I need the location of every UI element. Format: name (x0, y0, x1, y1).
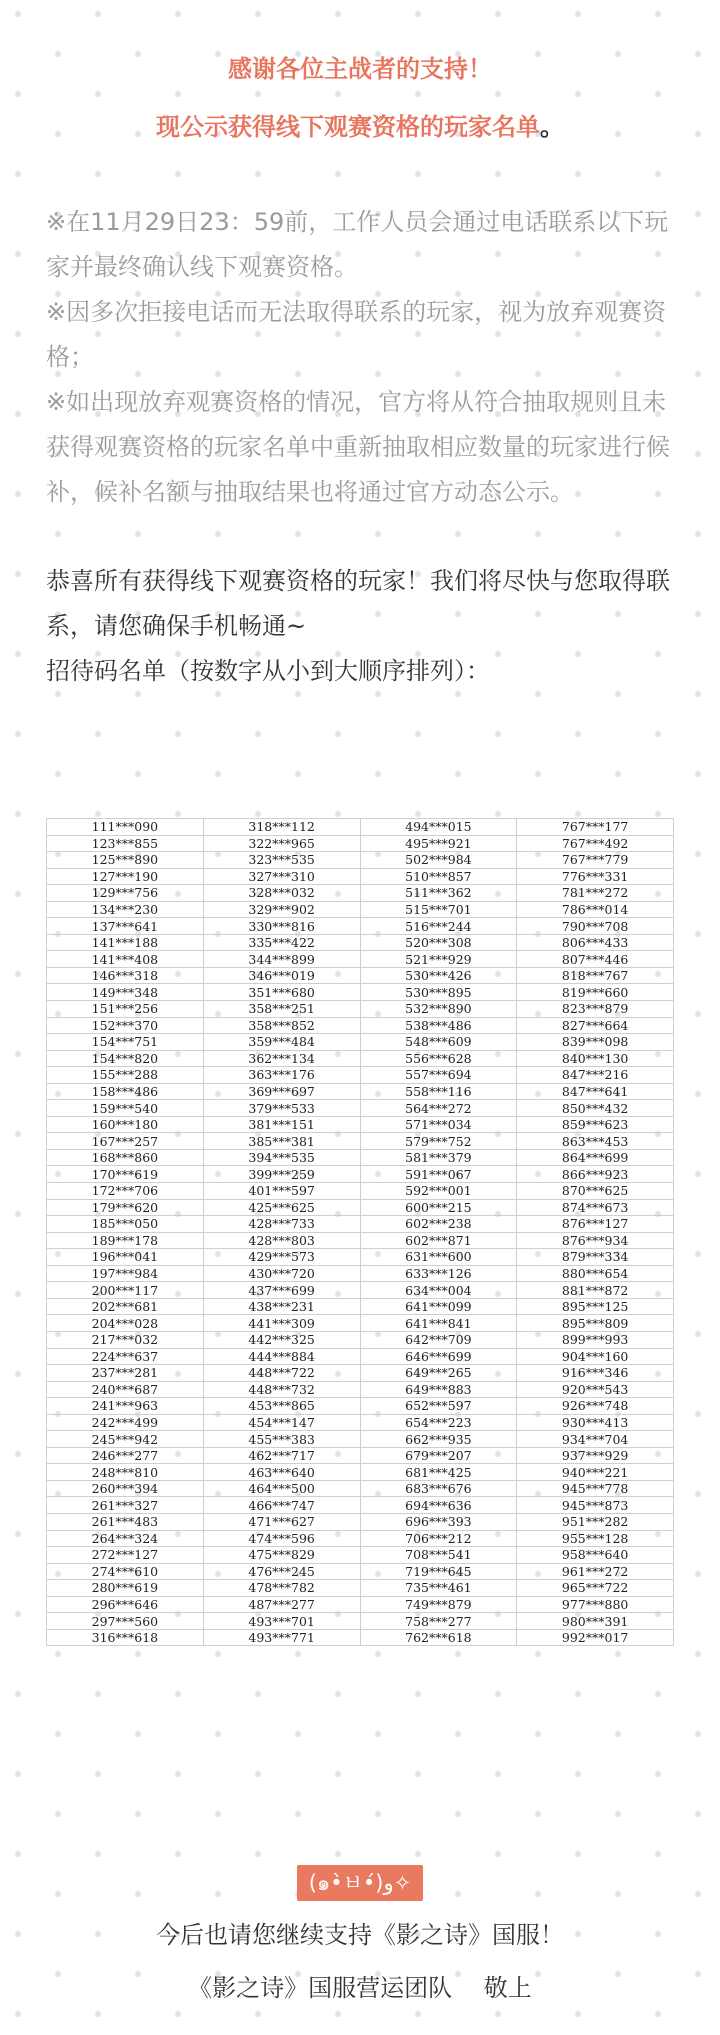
table-row (47, 1580, 674, 1597)
code-cell: 438***231 (203, 1298, 360, 1315)
code-cell: 634***004 (360, 1282, 517, 1299)
code-cell: 248***810 (47, 1464, 204, 1481)
code-cell: 951***282 (517, 1513, 674, 1530)
code-cell: 297***560 (47, 1613, 204, 1630)
code-cell: 154***751 (47, 1034, 204, 1051)
code-cell: 642***709 (360, 1331, 517, 1348)
code-cell: 776***331 (517, 868, 674, 885)
code-cell: 679***207 (360, 1447, 517, 1464)
code-cell: 758***277 (360, 1613, 517, 1630)
code-cell: 847***216 (517, 1067, 674, 1084)
code-cell: 296***646 (47, 1596, 204, 1613)
code-cell: 478***782 (203, 1580, 360, 1597)
code-cell: 240***687 (47, 1381, 204, 1398)
table-row (47, 1464, 674, 1481)
code-cell: 719***645 (360, 1563, 517, 1580)
code-cell: 706***212 (360, 1530, 517, 1547)
code-cell: 557***694 (360, 1067, 517, 1084)
code-cell: 641***099 (360, 1298, 517, 1315)
code-cell: 839***098 (517, 1034, 674, 1051)
code-cell: 137***641 (47, 918, 204, 935)
code-cell: 879***334 (517, 1249, 674, 1266)
code-cell: 155***288 (47, 1067, 204, 1084)
code-cell: 516***244 (360, 918, 517, 935)
code-cell: 641***841 (360, 1315, 517, 1332)
code-cell: 934***704 (517, 1431, 674, 1448)
table-row (47, 1166, 674, 1183)
code-cell: 280***619 (47, 1580, 204, 1597)
code-cell: 786***014 (517, 901, 674, 918)
table-row (47, 1249, 674, 1266)
code-cell: 359***484 (203, 1034, 360, 1051)
table-row (47, 1282, 674, 1299)
table-row (47, 1365, 674, 1382)
code-cell: 556***628 (360, 1050, 517, 1067)
code-cell: 425***625 (203, 1199, 360, 1216)
code-cell: 880***654 (517, 1265, 674, 1282)
code-cell: 261***483 (47, 1513, 204, 1530)
table-row (47, 1199, 674, 1216)
table-row (47, 951, 674, 968)
code-cell: 937***929 (517, 1447, 674, 1464)
code-cell: 876***127 (517, 1216, 674, 1233)
code-cell: 652***597 (360, 1398, 517, 1415)
code-cell: 511***362 (360, 885, 517, 902)
code-cell: 463***640 (203, 1464, 360, 1481)
code-cell: 399***259 (203, 1166, 360, 1183)
code-cell: 237***281 (47, 1365, 204, 1382)
code-cell: 474***596 (203, 1530, 360, 1547)
code-cell: 224***637 (47, 1348, 204, 1365)
code-cell: 510***857 (360, 868, 517, 885)
code-cell: 866***923 (517, 1166, 674, 1183)
code-cell: 189***178 (47, 1232, 204, 1249)
code-cell: 329***902 (203, 901, 360, 918)
code-cell: 940***221 (517, 1464, 674, 1481)
code-cell: 847***641 (517, 1083, 674, 1100)
code-cell: 381***151 (203, 1116, 360, 1133)
code-cell: 840***130 (517, 1050, 674, 1067)
code-cell: 379***533 (203, 1100, 360, 1117)
code-cell: 493***701 (203, 1613, 360, 1630)
code-cell: 649***883 (360, 1381, 517, 1398)
code-cell: 430***720 (203, 1265, 360, 1282)
code-cell: 602***871 (360, 1232, 517, 1249)
code-cell: 961***272 (517, 1563, 674, 1580)
code-cell: 681***425 (360, 1464, 517, 1481)
code-cell: 204***028 (47, 1315, 204, 1332)
code-cell: 351***680 (203, 984, 360, 1001)
code-cell: 945***873 (517, 1497, 674, 1514)
code-cell: 328***032 (203, 885, 360, 902)
table-row (47, 1265, 674, 1282)
code-cell: 696***393 (360, 1513, 517, 1530)
code-cell: 767***492 (517, 835, 674, 852)
code-cell: 495***921 (360, 835, 517, 852)
code-table-body (47, 819, 674, 1646)
code-cell: 790***708 (517, 918, 674, 935)
code-cell: 538***486 (360, 1017, 517, 1034)
code-cell: 453***865 (203, 1398, 360, 1415)
code-cell: 850***432 (517, 1100, 674, 1117)
code-cell: 781***272 (517, 885, 674, 902)
code-cell: 385***381 (203, 1133, 360, 1150)
code-cell: 602***238 (360, 1216, 517, 1233)
code-cell: 264***324 (47, 1530, 204, 1547)
code-cell: 502***984 (360, 852, 517, 869)
code-cell: 362***134 (203, 1050, 360, 1067)
code-cell: 735***461 (360, 1580, 517, 1597)
code-cell: 159***540 (47, 1100, 204, 1117)
table-row (47, 1017, 674, 1034)
code-cell: 532***890 (360, 1001, 517, 1018)
note-3: ※如出现放弃观赛资格的情况，官方将从符合抽取规则且未获得观赛资格的玩家名单中重新抽取相应数量的玩家进行候补，候补名额与抽取结果也将通过官方动态公示。 (46, 388, 670, 506)
table-row (47, 1315, 674, 1332)
code-cell: 442***325 (203, 1331, 360, 1348)
code-cell: 558***116 (360, 1083, 517, 1100)
code-cell: 437***699 (203, 1282, 360, 1299)
code-cell: 197***984 (47, 1265, 204, 1282)
code-cell: 859***623 (517, 1116, 674, 1133)
code-cell: 335***422 (203, 934, 360, 951)
code-cell: 806***433 (517, 934, 674, 951)
code-cell: 168***860 (47, 1149, 204, 1166)
footer-support: 今后也请您继续支持《影之诗》国服！ (156, 1921, 564, 1949)
kaomoji-badge: (๑•̀ㅂ•́)و✧ (297, 1865, 424, 1901)
table-row (47, 1067, 674, 1084)
code-cell: 548***609 (360, 1034, 517, 1051)
code-cell: 515***701 (360, 901, 517, 918)
code-cell: 202***681 (47, 1298, 204, 1315)
table-row (47, 1530, 674, 1547)
code-cell: 958***640 (517, 1547, 674, 1564)
table-row (47, 1183, 674, 1200)
code-cell: 863***453 (517, 1133, 674, 1150)
code-cell: 591***067 (360, 1166, 517, 1183)
code-cell: 708***541 (360, 1547, 517, 1564)
code-cell: 571***034 (360, 1116, 517, 1133)
table-row (47, 1398, 674, 1415)
code-cell: 401***597 (203, 1183, 360, 1200)
code-cell: 185***050 (47, 1216, 204, 1233)
code-cell: 476***245 (203, 1563, 360, 1580)
code-cell: 369***697 (203, 1083, 360, 1100)
code-cell: 874***673 (517, 1199, 674, 1216)
code-cell: 762***618 (360, 1629, 517, 1646)
code-cell: 965***722 (517, 1580, 674, 1597)
badge-container (0, 1865, 720, 1901)
code-cell: 429***573 (203, 1249, 360, 1266)
code-cell: 683***676 (360, 1480, 517, 1497)
table-row (47, 1034, 674, 1051)
title-announcement-text: 现公示获得线下观赛资格的玩家名单 (156, 113, 540, 141)
table-row (47, 1232, 674, 1249)
code-cell: 346***019 (203, 967, 360, 984)
table-row (47, 1447, 674, 1464)
code-cell: 123***855 (47, 835, 204, 852)
code-cell: 930***413 (517, 1414, 674, 1431)
table-row (47, 1083, 674, 1100)
code-cell: 920***543 (517, 1381, 674, 1398)
table-row (47, 1613, 674, 1630)
table-row (47, 1348, 674, 1365)
code-cell: 454***147 (203, 1414, 360, 1431)
table-row (47, 1149, 674, 1166)
title-thanks-text: 感谢各位主战者的支持！ (228, 55, 492, 83)
code-cell: 245***942 (47, 1431, 204, 1448)
table-row (47, 918, 674, 935)
code-table-container (46, 818, 674, 1646)
code-cell: 475***829 (203, 1547, 360, 1564)
code-cell: 767***177 (517, 819, 674, 836)
code-cell: 448***732 (203, 1381, 360, 1398)
code-cell: 322***965 (203, 835, 360, 852)
code-cell: 926***748 (517, 1398, 674, 1415)
code-cell: 146***318 (47, 967, 204, 984)
code-cell: 520***308 (360, 934, 517, 951)
code-cell: 363***176 (203, 1067, 360, 1084)
note-2: ※因多次拒接电话而无法取得联系的玩家，视为放弃观赛资格； (46, 298, 667, 371)
table-row (47, 901, 674, 918)
table-row (47, 819, 674, 836)
code-cell: 876***934 (517, 1232, 674, 1249)
code-cell: 196***041 (47, 1249, 204, 1266)
code-cell: 358***852 (203, 1017, 360, 1034)
code-cell: 134***230 (47, 901, 204, 918)
code-cell: 344***899 (203, 951, 360, 968)
code-cell: 154***820 (47, 1050, 204, 1067)
code-cell: 158***486 (47, 1083, 204, 1100)
code-cell: 466***747 (203, 1497, 360, 1514)
code-cell: 323***535 (203, 852, 360, 869)
code-cell: 945***778 (517, 1480, 674, 1497)
code-cell: 455***383 (203, 1431, 360, 1448)
code-cell: 464***500 (203, 1480, 360, 1497)
code-cell: 895***809 (517, 1315, 674, 1332)
notes-section (46, 200, 674, 515)
code-cell: 448***722 (203, 1365, 360, 1382)
table-row (47, 885, 674, 902)
list-title: 招待码名单（按数字从小到大顺序排列）： (46, 657, 490, 685)
code-cell: 904***160 (517, 1348, 674, 1365)
code-cell: 579***752 (360, 1133, 517, 1150)
code-cell: 151***256 (47, 1001, 204, 1018)
code-cell: 316***618 (47, 1629, 204, 1646)
code-cell: 530***895 (360, 984, 517, 1001)
code-cell: 823***879 (517, 1001, 674, 1018)
code-cell: 881***872 (517, 1282, 674, 1299)
code-cell: 827***664 (517, 1017, 674, 1034)
footer-signature: 《影之诗》国服营运团队 敬上 (188, 1974, 532, 2002)
code-cell: 487***277 (203, 1596, 360, 1613)
code-table (46, 818, 674, 1646)
title-period: 。 (540, 113, 564, 141)
table-row (47, 868, 674, 885)
code-cell: 274***610 (47, 1563, 204, 1580)
code-cell: 649***265 (360, 1365, 517, 1382)
code-cell: 141***188 (47, 934, 204, 951)
code-cell: 318***112 (203, 819, 360, 836)
title-thanks (0, 40, 720, 98)
code-cell: 818***767 (517, 967, 674, 984)
note-1: ※在11月29日23：59前，工作人员会通过电话联系以下玩家并最终确认线下观赛资格。 (46, 208, 669, 281)
code-cell: 129***756 (47, 885, 204, 902)
code-cell: 864***699 (517, 1149, 674, 1166)
code-cell: 272***127 (47, 1547, 204, 1564)
code-cell: 819***660 (517, 984, 674, 1001)
table-row (47, 1547, 674, 1564)
congrats-text: 恭喜所有获得线下观赛资格的玩家！我们将尽快与您取得联系，请您确保手机畅通~ (46, 567, 670, 640)
code-cell: 127***190 (47, 868, 204, 885)
code-cell: 428***733 (203, 1216, 360, 1233)
table-row (47, 1050, 674, 1067)
code-cell: 646***699 (360, 1348, 517, 1365)
code-cell: 428***803 (203, 1232, 360, 1249)
code-cell: 217***032 (47, 1331, 204, 1348)
code-cell: 261***327 (47, 1497, 204, 1514)
code-cell: 521***929 (360, 951, 517, 968)
table-row (47, 1629, 674, 1646)
code-cell: 441***309 (203, 1315, 360, 1332)
congrats-section (46, 559, 674, 694)
code-cell: 462***717 (203, 1447, 360, 1464)
table-row (47, 1414, 674, 1431)
code-cell: 530***426 (360, 967, 517, 984)
table-row (47, 934, 674, 951)
table-row (47, 1513, 674, 1530)
table-row (47, 1001, 674, 1018)
code-cell: 241***963 (47, 1398, 204, 1415)
code-cell: 493***771 (203, 1629, 360, 1646)
table-row (47, 1133, 674, 1150)
code-cell: 592***001 (360, 1183, 517, 1200)
code-cell: 581***379 (360, 1149, 517, 1166)
table-row (47, 835, 674, 852)
code-cell: 992***017 (517, 1629, 674, 1646)
code-cell: 767***779 (517, 852, 674, 869)
code-cell: 916***346 (517, 1365, 674, 1382)
code-cell: 662***935 (360, 1431, 517, 1448)
code-cell: 167***257 (47, 1133, 204, 1150)
code-cell: 977***880 (517, 1596, 674, 1613)
table-row (47, 984, 674, 1001)
table-row (47, 1100, 674, 1117)
table-row (47, 1480, 674, 1497)
table-row (47, 967, 674, 984)
code-cell: 179***620 (47, 1199, 204, 1216)
table-row (47, 1331, 674, 1348)
table-row (47, 1497, 674, 1514)
code-cell: 246***277 (47, 1447, 204, 1464)
table-row (47, 1216, 674, 1233)
table-row (47, 852, 674, 869)
code-cell: 471***627 (203, 1513, 360, 1530)
code-cell: 200***117 (47, 1282, 204, 1299)
header (0, 0, 720, 156)
code-cell: 564***272 (360, 1100, 517, 1117)
code-cell: 242***499 (47, 1414, 204, 1431)
table-row (47, 1431, 674, 1448)
table-row (47, 1116, 674, 1133)
code-cell: 694***636 (360, 1497, 517, 1514)
code-cell: 260***394 (47, 1480, 204, 1497)
code-cell: 654***223 (360, 1414, 517, 1431)
code-cell: 125***890 (47, 852, 204, 869)
code-cell: 631***600 (360, 1249, 517, 1266)
code-cell: 358***251 (203, 1001, 360, 1018)
code-cell: 899***993 (517, 1331, 674, 1348)
code-cell: 330***816 (203, 918, 360, 935)
table-row (47, 1381, 674, 1398)
table-row (47, 1298, 674, 1315)
code-cell: 160***180 (47, 1116, 204, 1133)
code-cell: 170***619 (47, 1166, 204, 1183)
code-cell: 394***535 (203, 1149, 360, 1166)
code-cell: 141***408 (47, 951, 204, 968)
code-cell: 149***348 (47, 984, 204, 1001)
table-row (47, 1563, 674, 1580)
code-cell: 633***126 (360, 1265, 517, 1282)
code-cell: 327***310 (203, 868, 360, 885)
title-announcement (0, 98, 720, 156)
table-row (47, 1596, 674, 1613)
code-cell: 152***370 (47, 1017, 204, 1034)
code-cell: 494***015 (360, 819, 517, 836)
code-cell: 600***215 (360, 1199, 517, 1216)
code-cell: 955***128 (517, 1530, 674, 1547)
code-cell: 172***706 (47, 1183, 204, 1200)
code-cell: 870***625 (517, 1183, 674, 1200)
code-cell: 749***879 (360, 1596, 517, 1613)
code-cell: 895***125 (517, 1298, 674, 1315)
code-cell: 444***884 (203, 1348, 360, 1365)
code-cell: 980***391 (517, 1613, 674, 1630)
code-cell: 111***090 (47, 819, 204, 836)
code-cell: 807***446 (517, 951, 674, 968)
